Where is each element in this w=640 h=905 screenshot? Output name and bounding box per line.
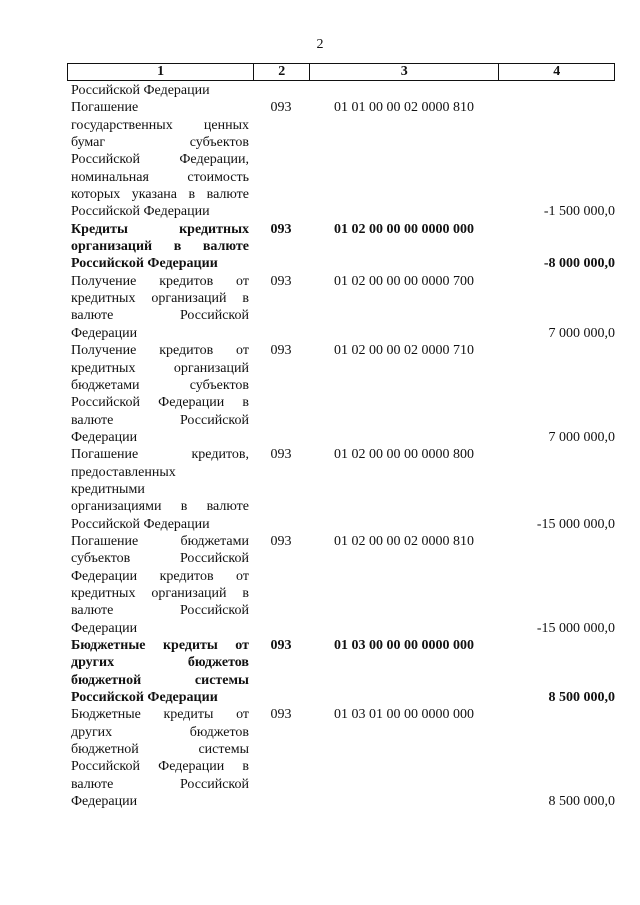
header-col-2: 2 (253, 64, 309, 80)
row-amount-value: -15 000 000,0 (536, 516, 615, 532)
row-name-line: валюте Российской (71, 308, 249, 324)
table-row (67, 706, 615, 810)
row-name-line: государственных ценных (71, 117, 249, 133)
row-name-line: Получение кредитов от (71, 273, 249, 289)
row-amount-value: -8 000 000,0 (543, 256, 615, 272)
row-name (67, 706, 253, 810)
row-name-line: Российской Федерации (71, 83, 210, 98)
row-amount (499, 221, 615, 273)
row-name-line: Федерации (71, 794, 138, 810)
row-name-line: Российской Федерации в (71, 395, 249, 411)
row-name-line: Бюджетные кредиты от (71, 707, 249, 723)
row-amount (499, 342, 615, 446)
row-kbk: 01 02 00 00 00 0000 000 (334, 221, 474, 237)
row-name-line: Федерации (71, 325, 138, 341)
row-name-line: бумаг субъектов (71, 135, 249, 151)
row-name (67, 221, 253, 273)
row-code: 093 (270, 343, 292, 359)
row-name-line: валюте Российской (71, 412, 249, 428)
row-amount (499, 533, 615, 637)
row-kbk (309, 82, 499, 99)
row-name-line: бюджетами субъектов (71, 377, 249, 393)
row-name-line: других бюджетов (71, 655, 249, 671)
row-code: 093 (270, 100, 292, 116)
row-amount (499, 637, 615, 706)
row-name-line: валюте Российской (71, 603, 249, 619)
row-code: 093 (270, 221, 292, 237)
row-name-line: субъектов Российской (71, 551, 249, 567)
table-row (67, 533, 615, 637)
row-code (253, 82, 309, 99)
row-name-line: валюте Российской (71, 776, 249, 792)
row-name-line: кредитных организаций в (71, 291, 249, 307)
table-header (67, 63, 615, 81)
row-name-line: кредитными (71, 481, 145, 497)
row-name-line: Погашение (71, 100, 139, 116)
row-amount-value: -15 000 000,0 (536, 620, 615, 636)
row-name (67, 273, 253, 342)
row-name-line: бюджетной системы (71, 672, 249, 688)
row-name-line: Федерации (71, 620, 138, 636)
row-name-line: Российской Федерации (71, 204, 210, 220)
row-kbk: 01 02 00 00 00 0000 700 (334, 273, 474, 289)
row-name (67, 446, 253, 533)
row-name-line: Российской Федерации в (71, 759, 249, 775)
row-name-line: Кредиты кредитных (71, 221, 249, 237)
header-col-1: 1 (157, 64, 165, 79)
row-kbk: 01 01 00 00 02 0000 810 (334, 100, 474, 116)
row-amount-value: 7 000 000,0 (548, 429, 615, 445)
row-amount (499, 82, 615, 99)
row-name-line: Федерации кредитов от (71, 568, 249, 584)
row-name-line: кредитных организаций в (71, 585, 249, 601)
row-kbk: 01 02 00 00 00 0000 800 (334, 447, 474, 463)
row-code: 093 (270, 273, 292, 289)
table-row (67, 273, 615, 342)
table-row (67, 82, 615, 99)
row-amount-value: -1 500 000,0 (543, 204, 615, 220)
table-body (67, 82, 615, 810)
row-code: 093 (270, 447, 292, 463)
sources-table (67, 63, 615, 810)
table-row (67, 342, 615, 446)
row-code: 093 (270, 638, 292, 653)
row-name-line: организаций в валюте (71, 239, 249, 255)
row-kbk: 01 03 01 00 00 0000 000 (334, 707, 474, 723)
table-row (67, 446, 615, 533)
row-name-line: бюджетной системы (71, 742, 249, 758)
page-number: 2 (316, 37, 324, 52)
table-row (67, 221, 615, 273)
row-name-line: номинальная стоимость (71, 169, 249, 185)
row-amount (499, 273, 615, 342)
row-code: 093 (270, 533, 292, 549)
row-name (67, 99, 253, 220)
row-name-line: организациями в валюте (71, 499, 249, 515)
row-amount-value: 8 500 000,0 (548, 794, 615, 810)
row-name-line: предоставленных (71, 464, 176, 480)
row-name-line: которых указана в валюте (71, 187, 249, 203)
header-col-3: 3 (309, 64, 498, 80)
table-row (67, 99, 615, 220)
row-code: 093 (270, 707, 292, 723)
row-name-line: Российской Федерации (71, 690, 218, 706)
row-name-line: Получение кредитов от (71, 343, 249, 359)
row-amount (499, 446, 615, 533)
row-kbk: 01 02 00 00 02 0000 710 (334, 343, 474, 359)
row-name-line: Погашение бюджетами (71, 533, 249, 549)
row-name-line: Погашение кредитов, (71, 447, 249, 463)
table-row (67, 637, 615, 706)
row-amount (499, 706, 615, 810)
row-amount-value: 7 000 000,0 (548, 325, 615, 341)
row-name-line: кредитных организаций (71, 360, 249, 376)
row-name-line: Российской Федерации, (71, 152, 249, 168)
row-kbk: 01 02 00 00 02 0000 810 (334, 533, 474, 549)
row-name-line: Федерации (71, 429, 138, 445)
row-amount-value: 8 500 000,0 (548, 690, 615, 706)
header-col-4: 4 (498, 64, 614, 80)
row-name (67, 342, 253, 446)
row-name (67, 533, 253, 637)
row-kbk: 01 03 00 00 00 0000 000 (334, 638, 474, 653)
row-name-line: Бюджетные кредиты от (71, 638, 249, 653)
row-name-line: Российской Федерации (71, 256, 218, 272)
row-amount (499, 99, 615, 220)
row-name (67, 82, 253, 99)
row-name-line: других бюджетов (71, 724, 249, 740)
row-name (67, 637, 253, 706)
row-name-line: Российской Федерации (71, 516, 210, 532)
